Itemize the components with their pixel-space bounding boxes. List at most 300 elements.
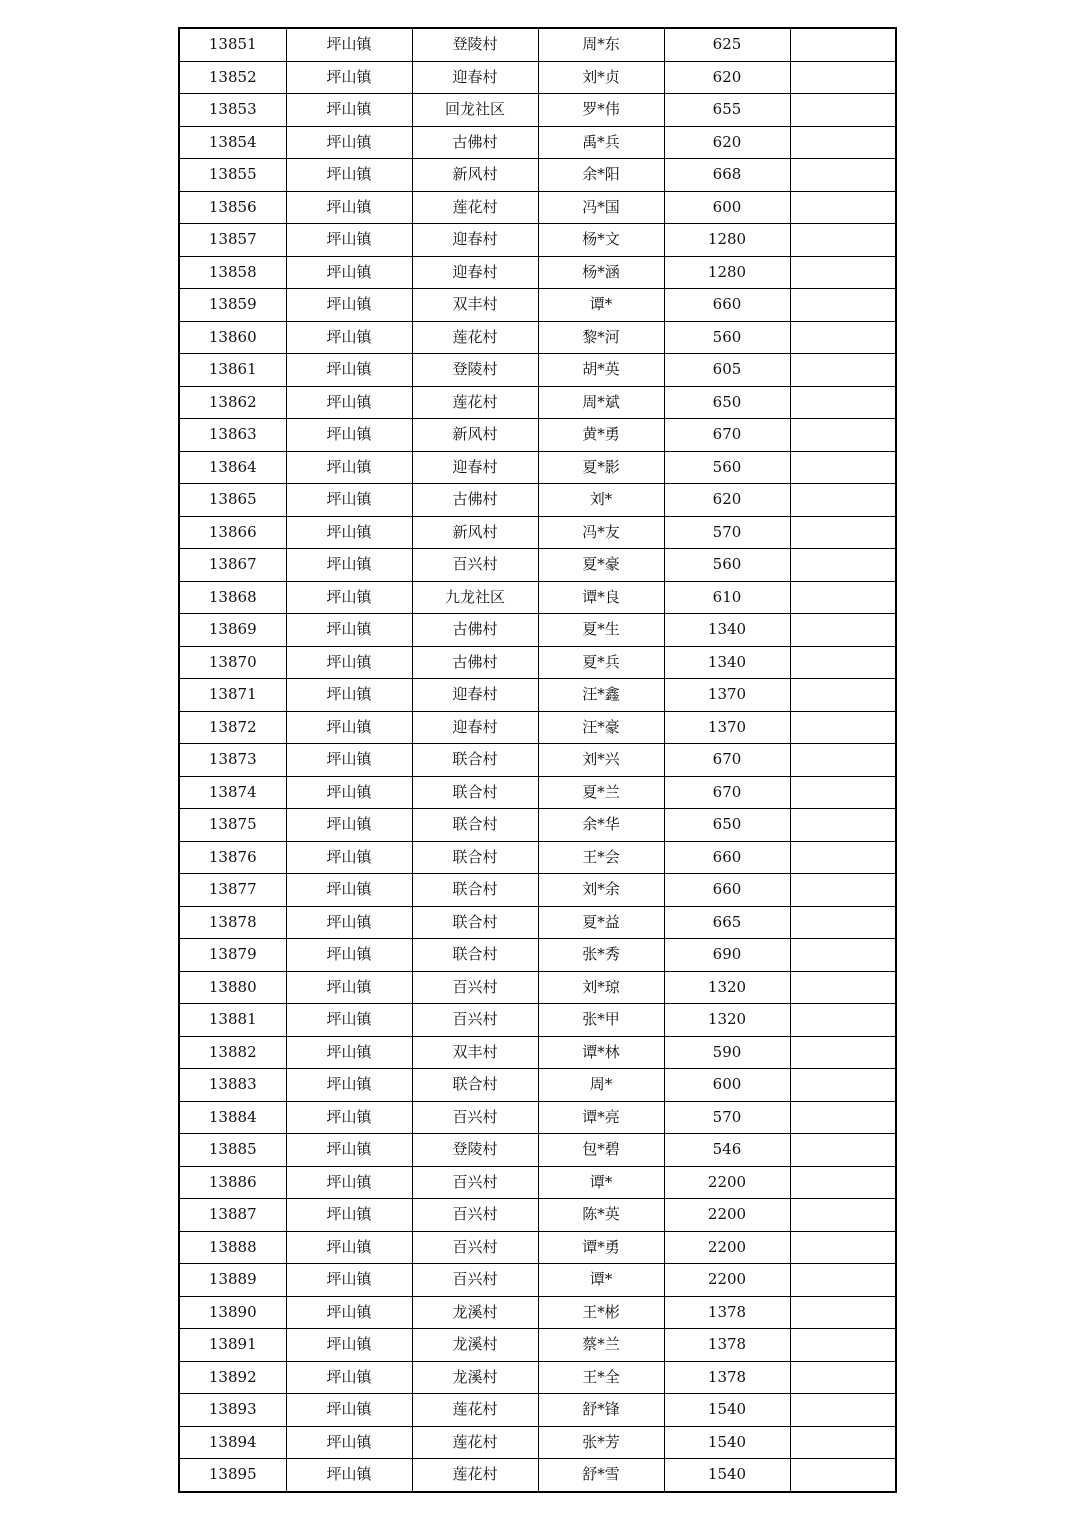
amount-cell: 2200 — [664, 1199, 790, 1232]
row-id-cell: 13864 — [179, 451, 286, 484]
name-cell: 刘*兴 — [538, 744, 664, 777]
name-cell: 夏*兵 — [538, 646, 664, 679]
row-id-cell: 13870 — [179, 646, 286, 679]
note-cell — [790, 1459, 896, 1492]
row-id-cell: 13895 — [179, 1459, 286, 1492]
village-cell: 百兴村 — [412, 1199, 538, 1232]
village-cell: 莲花村 — [412, 1459, 538, 1492]
note-cell — [790, 419, 896, 452]
village-cell: 联合村 — [412, 809, 538, 842]
row-id-cell: 13893 — [179, 1394, 286, 1427]
row-id-cell: 13894 — [179, 1426, 286, 1459]
town-cell: 坪山镇 — [286, 1069, 412, 1102]
village-cell: 古佛村 — [412, 614, 538, 647]
amount-cell: 625 — [664, 28, 790, 61]
village-cell: 迎春村 — [412, 451, 538, 484]
table-row — [179, 159, 896, 192]
name-cell: 刘*贞 — [538, 61, 664, 94]
village-cell: 百兴村 — [412, 1231, 538, 1264]
note-cell — [790, 1329, 896, 1362]
village-cell: 九龙社区 — [412, 581, 538, 614]
row-id-cell: 13872 — [179, 711, 286, 744]
row-id-cell: 13882 — [179, 1036, 286, 1069]
village-cell: 双丰村 — [412, 289, 538, 322]
table-row — [179, 1134, 896, 1167]
amount-cell: 655 — [664, 94, 790, 127]
amount-cell: 620 — [664, 484, 790, 517]
amount-cell: 660 — [664, 841, 790, 874]
name-cell: 谭*林 — [538, 1036, 664, 1069]
note-cell — [790, 1264, 896, 1297]
name-cell: 夏*生 — [538, 614, 664, 647]
table-row — [179, 679, 896, 712]
amount-cell: 620 — [664, 126, 790, 159]
village-cell: 联合村 — [412, 874, 538, 907]
name-cell: 夏*影 — [538, 451, 664, 484]
amount-cell: 590 — [664, 1036, 790, 1069]
table-row — [179, 1361, 896, 1394]
amount-cell: 2200 — [664, 1166, 790, 1199]
village-cell: 新风村 — [412, 159, 538, 192]
row-id-cell: 13877 — [179, 874, 286, 907]
village-cell: 百兴村 — [412, 1166, 538, 1199]
table-row — [179, 28, 896, 61]
name-cell: 谭* — [538, 1166, 664, 1199]
row-id-cell: 13853 — [179, 94, 286, 127]
note-cell — [790, 809, 896, 842]
name-cell: 禹*兵 — [538, 126, 664, 159]
village-cell: 莲花村 — [412, 1426, 538, 1459]
note-cell — [790, 1231, 896, 1264]
town-cell: 坪山镇 — [286, 191, 412, 224]
note-cell — [790, 549, 896, 582]
amount-cell: 650 — [664, 386, 790, 419]
village-cell: 联合村 — [412, 906, 538, 939]
town-cell: 坪山镇 — [286, 1101, 412, 1134]
town-cell: 坪山镇 — [286, 1036, 412, 1069]
table-row — [179, 809, 896, 842]
table-row — [179, 1101, 896, 1134]
table-row — [179, 354, 896, 387]
table-row — [179, 1329, 896, 1362]
table-row — [179, 321, 896, 354]
amount-cell: 1280 — [664, 224, 790, 257]
row-id-cell: 13861 — [179, 354, 286, 387]
note-cell — [790, 711, 896, 744]
name-cell: 王*彬 — [538, 1296, 664, 1329]
note-cell — [790, 159, 896, 192]
name-cell: 周*斌 — [538, 386, 664, 419]
table-row — [179, 419, 896, 452]
name-cell: 冯*国 — [538, 191, 664, 224]
village-cell: 新风村 — [412, 516, 538, 549]
name-cell: 谭*勇 — [538, 1231, 664, 1264]
row-id-cell: 13851 — [179, 28, 286, 61]
name-cell: 周* — [538, 1069, 664, 1102]
note-cell — [790, 354, 896, 387]
amount-cell: 670 — [664, 419, 790, 452]
note-cell — [790, 744, 896, 777]
note-cell — [790, 386, 896, 419]
town-cell: 坪山镇 — [286, 1231, 412, 1264]
name-cell: 王*会 — [538, 841, 664, 874]
name-cell: 谭*良 — [538, 581, 664, 614]
name-cell: 谭* — [538, 289, 664, 322]
town-cell: 坪山镇 — [286, 711, 412, 744]
note-cell — [790, 939, 896, 972]
row-id-cell: 13883 — [179, 1069, 286, 1102]
name-cell: 余*阳 — [538, 159, 664, 192]
row-id-cell: 13856 — [179, 191, 286, 224]
note-cell — [790, 516, 896, 549]
row-id-cell: 13886 — [179, 1166, 286, 1199]
town-cell: 坪山镇 — [286, 61, 412, 94]
table-row — [179, 1459, 896, 1492]
table-row — [179, 61, 896, 94]
village-cell: 新风村 — [412, 419, 538, 452]
table-row — [179, 289, 896, 322]
name-cell: 谭* — [538, 1264, 664, 1297]
name-cell: 余*华 — [538, 809, 664, 842]
village-cell: 龙溪村 — [412, 1329, 538, 1362]
village-cell: 联合村 — [412, 776, 538, 809]
table-row — [179, 549, 896, 582]
table-row — [179, 1166, 896, 1199]
table-row — [179, 874, 896, 907]
amount-cell: 1378 — [664, 1329, 790, 1362]
town-cell: 坪山镇 — [286, 1329, 412, 1362]
table-row — [179, 841, 896, 874]
town-cell: 坪山镇 — [286, 1296, 412, 1329]
amount-cell: 2200 — [664, 1264, 790, 1297]
table-row — [179, 224, 896, 257]
row-id-cell: 13884 — [179, 1101, 286, 1134]
note-cell — [790, 776, 896, 809]
row-id-cell: 13865 — [179, 484, 286, 517]
table-row — [179, 191, 896, 224]
table-row — [179, 256, 896, 289]
name-cell: 舒*锋 — [538, 1394, 664, 1427]
row-id-cell: 13892 — [179, 1361, 286, 1394]
name-cell: 王*全 — [538, 1361, 664, 1394]
town-cell: 坪山镇 — [286, 484, 412, 517]
row-id-cell: 13869 — [179, 614, 286, 647]
amount-cell: 1378 — [664, 1361, 790, 1394]
town-cell: 坪山镇 — [286, 841, 412, 874]
village-cell: 登陵村 — [412, 1134, 538, 1167]
note-cell — [790, 126, 896, 159]
amount-cell: 660 — [664, 289, 790, 322]
amount-cell: 605 — [664, 354, 790, 387]
amount-cell: 560 — [664, 451, 790, 484]
note-cell — [790, 484, 896, 517]
note-cell — [790, 581, 896, 614]
village-cell: 莲花村 — [412, 1394, 538, 1427]
amount-cell: 690 — [664, 939, 790, 972]
amount-cell: 570 — [664, 1101, 790, 1134]
amount-cell: 1540 — [664, 1459, 790, 1492]
village-cell: 迎春村 — [412, 224, 538, 257]
amount-cell: 560 — [664, 549, 790, 582]
row-id-cell: 13862 — [179, 386, 286, 419]
name-cell: 蔡*兰 — [538, 1329, 664, 1362]
village-cell: 联合村 — [412, 744, 538, 777]
village-cell: 莲花村 — [412, 386, 538, 419]
name-cell: 周*东 — [538, 28, 664, 61]
row-id-cell: 13891 — [179, 1329, 286, 1362]
amount-cell: 610 — [664, 581, 790, 614]
note-cell — [790, 1394, 896, 1427]
row-id-cell: 13876 — [179, 841, 286, 874]
village-cell: 联合村 — [412, 939, 538, 972]
note-cell — [790, 971, 896, 1004]
note-cell — [790, 1296, 896, 1329]
town-cell: 坪山镇 — [286, 224, 412, 257]
note-cell — [790, 1004, 896, 1037]
town-cell: 坪山镇 — [286, 1166, 412, 1199]
table-row — [179, 126, 896, 159]
name-cell: 冯*友 — [538, 516, 664, 549]
village-cell: 莲花村 — [412, 191, 538, 224]
amount-cell: 1320 — [664, 1004, 790, 1037]
village-cell: 百兴村 — [412, 971, 538, 1004]
name-cell: 胡*英 — [538, 354, 664, 387]
village-cell: 龙溪村 — [412, 1296, 538, 1329]
town-cell: 坪山镇 — [286, 939, 412, 972]
name-cell: 夏*兰 — [538, 776, 664, 809]
table-row — [179, 906, 896, 939]
amount-cell: 670 — [664, 776, 790, 809]
town-cell: 坪山镇 — [286, 94, 412, 127]
village-cell: 迎春村 — [412, 679, 538, 712]
village-cell: 百兴村 — [412, 1264, 538, 1297]
row-id-cell: 13887 — [179, 1199, 286, 1232]
name-cell: 黄*勇 — [538, 419, 664, 452]
row-id-cell: 13874 — [179, 776, 286, 809]
row-id-cell: 13873 — [179, 744, 286, 777]
note-cell — [790, 1361, 896, 1394]
row-id-cell: 13871 — [179, 679, 286, 712]
town-cell: 坪山镇 — [286, 581, 412, 614]
town-cell: 坪山镇 — [286, 386, 412, 419]
village-cell: 古佛村 — [412, 646, 538, 679]
town-cell: 坪山镇 — [286, 1004, 412, 1037]
town-cell: 坪山镇 — [286, 874, 412, 907]
note-cell — [790, 1069, 896, 1102]
note-cell — [790, 28, 896, 61]
name-cell: 汪*鑫 — [538, 679, 664, 712]
town-cell: 坪山镇 — [286, 1394, 412, 1427]
name-cell: 夏*豪 — [538, 549, 664, 582]
note-cell — [790, 906, 896, 939]
town-cell: 坪山镇 — [286, 1134, 412, 1167]
amount-cell: 1540 — [664, 1426, 790, 1459]
name-cell: 张*芳 — [538, 1426, 664, 1459]
name-cell: 舒*雪 — [538, 1459, 664, 1492]
town-cell: 坪山镇 — [286, 679, 412, 712]
name-cell: 谭*亮 — [538, 1101, 664, 1134]
village-cell: 联合村 — [412, 1069, 538, 1102]
note-cell — [790, 1036, 896, 1069]
town-cell: 坪山镇 — [286, 1426, 412, 1459]
name-cell: 罗*伟 — [538, 94, 664, 127]
amount-cell: 1370 — [664, 679, 790, 712]
note-cell — [790, 1426, 896, 1459]
village-cell: 回龙社区 — [412, 94, 538, 127]
table-row — [179, 451, 896, 484]
note-cell — [790, 191, 896, 224]
row-id-cell: 13855 — [179, 159, 286, 192]
amount-cell: 1280 — [664, 256, 790, 289]
town-cell: 坪山镇 — [286, 744, 412, 777]
note-cell — [790, 874, 896, 907]
table-row — [179, 776, 896, 809]
row-id-cell: 13880 — [179, 971, 286, 1004]
town-cell: 坪山镇 — [286, 159, 412, 192]
amount-cell: 660 — [664, 874, 790, 907]
note-cell — [790, 841, 896, 874]
table-row — [179, 484, 896, 517]
table-row — [179, 1264, 896, 1297]
table-body — [179, 28, 896, 1492]
row-id-cell: 13890 — [179, 1296, 286, 1329]
village-cell: 百兴村 — [412, 549, 538, 582]
village-cell: 迎春村 — [412, 61, 538, 94]
town-cell: 坪山镇 — [286, 419, 412, 452]
village-cell: 迎春村 — [412, 711, 538, 744]
village-cell: 龙溪村 — [412, 1361, 538, 1394]
town-cell: 坪山镇 — [286, 614, 412, 647]
amount-cell: 1540 — [664, 1394, 790, 1427]
table-row — [179, 1231, 896, 1264]
note-cell — [790, 94, 896, 127]
village-cell: 双丰村 — [412, 1036, 538, 1069]
note-cell — [790, 256, 896, 289]
town-cell: 坪山镇 — [286, 354, 412, 387]
row-id-cell: 13879 — [179, 939, 286, 972]
note-cell — [790, 1101, 896, 1134]
village-cell: 迎春村 — [412, 256, 538, 289]
row-id-cell: 13878 — [179, 906, 286, 939]
note-cell — [790, 289, 896, 322]
row-id-cell: 13881 — [179, 1004, 286, 1037]
amount-cell: 2200 — [664, 1231, 790, 1264]
town-cell: 坪山镇 — [286, 451, 412, 484]
table-row — [179, 581, 896, 614]
town-cell: 坪山镇 — [286, 28, 412, 61]
town-cell: 坪山镇 — [286, 776, 412, 809]
name-cell: 刘* — [538, 484, 664, 517]
table-row — [179, 744, 896, 777]
row-id-cell: 13854 — [179, 126, 286, 159]
table-row — [179, 386, 896, 419]
note-cell — [790, 614, 896, 647]
table-row — [179, 614, 896, 647]
row-id-cell: 13866 — [179, 516, 286, 549]
amount-cell: 668 — [664, 159, 790, 192]
table-row — [179, 1036, 896, 1069]
name-cell: 黎*河 — [538, 321, 664, 354]
name-cell: 张*甲 — [538, 1004, 664, 1037]
note-cell — [790, 1134, 896, 1167]
amount-cell: 1370 — [664, 711, 790, 744]
row-id-cell: 13875 — [179, 809, 286, 842]
amount-cell: 1340 — [664, 646, 790, 679]
amount-cell: 600 — [664, 191, 790, 224]
town-cell: 坪山镇 — [286, 516, 412, 549]
data-table — [178, 27, 897, 1493]
name-cell: 陈*英 — [538, 1199, 664, 1232]
note-cell — [790, 224, 896, 257]
town-cell: 坪山镇 — [286, 1264, 412, 1297]
row-id-cell: 13889 — [179, 1264, 286, 1297]
village-cell: 登陵村 — [412, 354, 538, 387]
town-cell: 坪山镇 — [286, 289, 412, 322]
table-row — [179, 1426, 896, 1459]
name-cell: 夏*益 — [538, 906, 664, 939]
note-cell — [790, 321, 896, 354]
village-cell: 古佛村 — [412, 484, 538, 517]
table-row — [179, 939, 896, 972]
row-id-cell: 13868 — [179, 581, 286, 614]
village-cell: 联合村 — [412, 841, 538, 874]
amount-cell: 1320 — [664, 971, 790, 1004]
row-id-cell: 13888 — [179, 1231, 286, 1264]
note-cell — [790, 451, 896, 484]
name-cell: 杨*涵 — [538, 256, 664, 289]
table-row — [179, 1296, 896, 1329]
table-row — [179, 711, 896, 744]
name-cell: 刘*琼 — [538, 971, 664, 1004]
village-cell: 登陵村 — [412, 28, 538, 61]
amount-cell: 600 — [664, 1069, 790, 1102]
name-cell: 汪*豪 — [538, 711, 664, 744]
table-row — [179, 516, 896, 549]
amount-cell: 1378 — [664, 1296, 790, 1329]
table-row — [179, 646, 896, 679]
town-cell: 坪山镇 — [286, 549, 412, 582]
note-cell — [790, 61, 896, 94]
table-row — [179, 94, 896, 127]
town-cell: 坪山镇 — [286, 809, 412, 842]
table-row — [179, 1069, 896, 1102]
town-cell: 坪山镇 — [286, 1459, 412, 1492]
town-cell: 坪山镇 — [286, 256, 412, 289]
table-row — [179, 971, 896, 1004]
row-id-cell: 13857 — [179, 224, 286, 257]
village-cell: 古佛村 — [412, 126, 538, 159]
amount-cell: 546 — [664, 1134, 790, 1167]
table-row — [179, 1004, 896, 1037]
amount-cell: 670 — [664, 744, 790, 777]
amount-cell: 570 — [664, 516, 790, 549]
town-cell: 坪山镇 — [286, 1199, 412, 1232]
village-cell: 百兴村 — [412, 1101, 538, 1134]
town-cell: 坪山镇 — [286, 646, 412, 679]
town-cell: 坪山镇 — [286, 971, 412, 1004]
row-id-cell: 13852 — [179, 61, 286, 94]
amount-cell: 650 — [664, 809, 790, 842]
row-id-cell: 13860 — [179, 321, 286, 354]
name-cell: 张*秀 — [538, 939, 664, 972]
row-id-cell: 13885 — [179, 1134, 286, 1167]
note-cell — [790, 646, 896, 679]
amount-cell: 1340 — [664, 614, 790, 647]
amount-cell: 560 — [664, 321, 790, 354]
note-cell — [790, 1166, 896, 1199]
note-cell — [790, 1199, 896, 1232]
row-id-cell: 13867 — [179, 549, 286, 582]
